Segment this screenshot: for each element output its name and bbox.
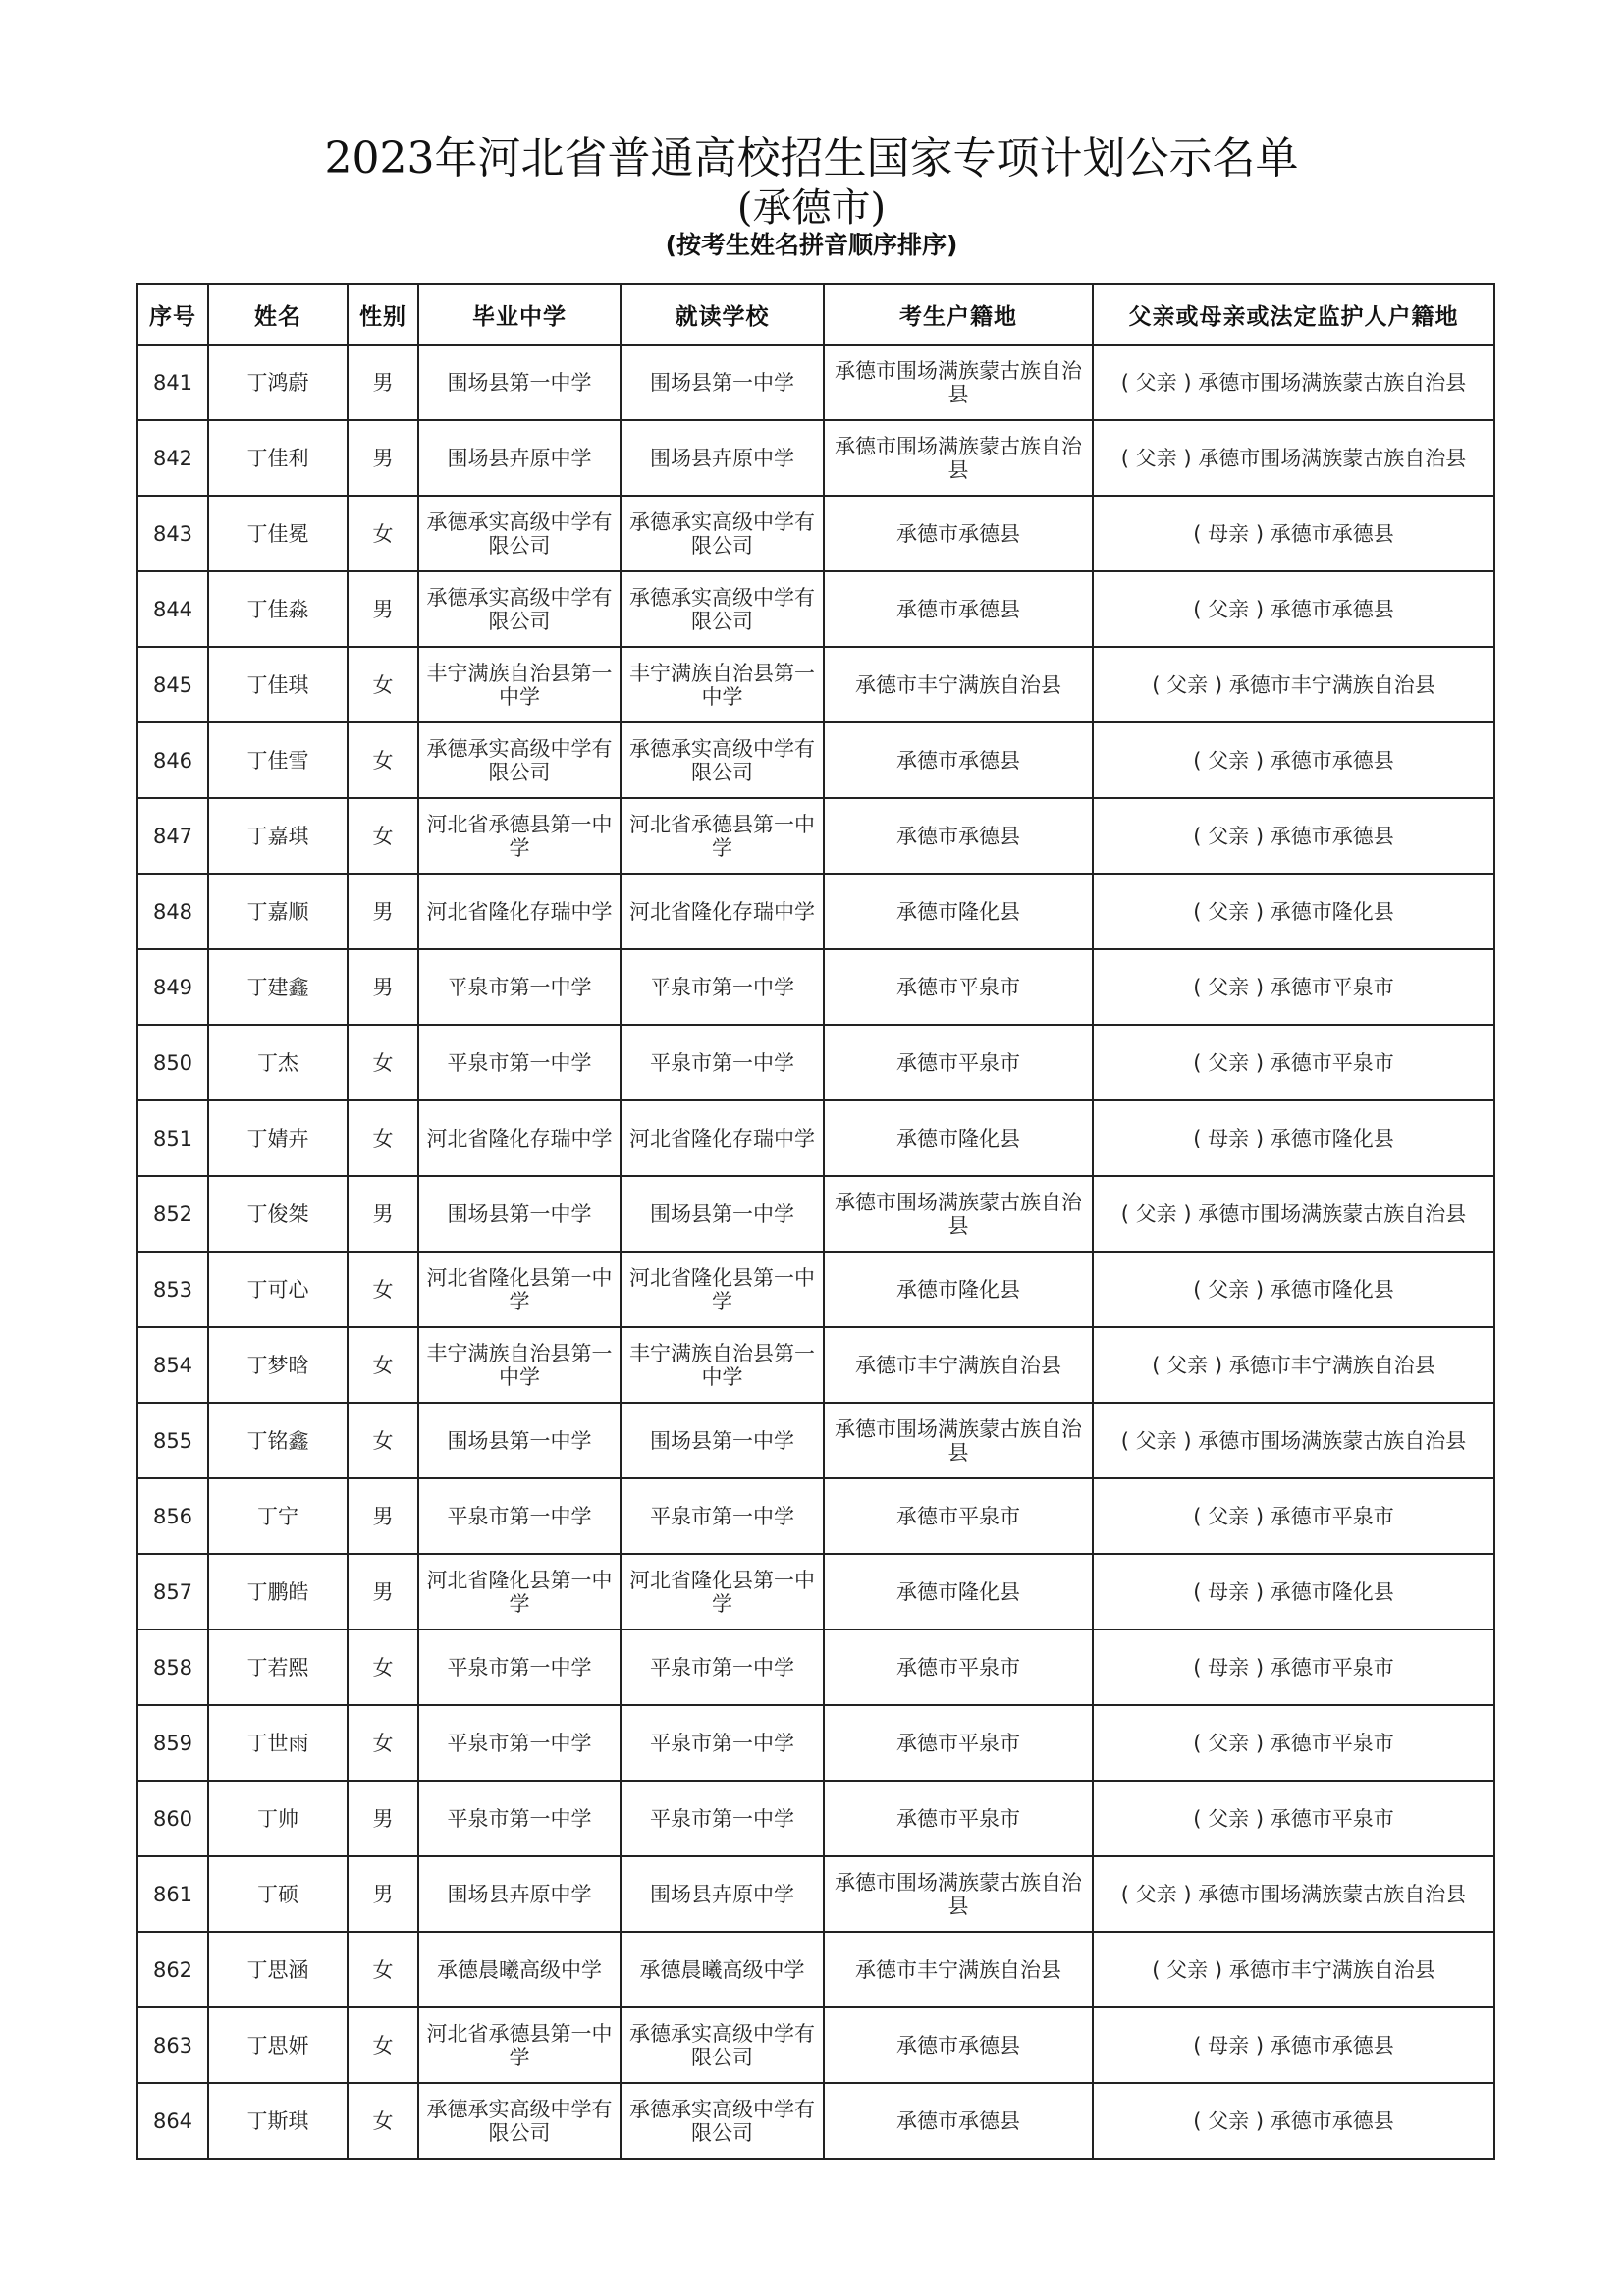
cell-current-school: 承德晨曦高级中学 [621,1932,824,2007]
guardian-hukou: 承德市平泉市 [1270,1504,1394,1528]
cell-gender: 女 [348,1100,418,1176]
table-row [137,1781,1494,1856]
guardian-relation: ( 父亲 ) [1193,975,1265,999]
table-row [137,1100,1494,1176]
cell-current-school: 河北省承德县第一中学 [621,798,824,874]
cell-current-school: 围场县第一中学 [621,345,824,420]
cell-name: 丁俊桀 [208,1176,348,1252]
guardian-hukou: 承德市平泉市 [1270,1806,1394,1831]
cell-gender: 男 [348,571,418,647]
column-header-name: 姓名 [208,284,348,345]
column-header-grad-school: 毕业中学 [418,284,621,345]
cell-hukou: 承德市丰宁满族自治县 [824,1932,1093,2007]
column-header-hukou: 考生户籍地 [824,284,1093,345]
guardian-hukou: 承德市丰宁满族自治县 [1228,672,1435,697]
table-row [137,1252,1494,1327]
cell-current-school: 承德承实高级中学有限公司 [621,571,824,647]
sort-note: (按考生姓名拼音顺序排序) [665,231,958,259]
cell-gender: 女 [348,1403,418,1478]
guardian-relation: ( 父亲 ) [1120,1882,1192,1906]
cell-grad-school: 河北省承德县第一中学 [418,2007,621,2083]
cell-guardian [1093,1252,1494,1327]
guardian-hukou: 承德市围场满族蒙古族自治县 [1198,370,1467,395]
cell-grad-school: 丰宁满族自治县第一中学 [418,1327,621,1403]
table-row [137,874,1494,949]
cell-guardian [1093,722,1494,798]
guardian-relation: ( 母亲 ) [1193,1579,1265,1604]
cell-grad-school: 承德承实高级中学有限公司 [418,2083,621,2159]
cell-current-school: 围场县卉原中学 [621,420,824,496]
guardian-hukou: 承德市承德县 [1270,748,1394,773]
cell-gender: 女 [348,2083,418,2159]
cell-name: 丁思涵 [208,1932,348,2007]
guardian-relation: ( 父亲 ) [1193,1277,1265,1302]
cell-gender: 女 [348,1252,418,1327]
guardian-relation: ( 父亲 ) [1193,899,1265,924]
cell-no: 861 [137,1856,208,1932]
cell-grad-school: 河北省承德县第一中学 [418,798,621,874]
cell-no: 858 [137,1629,208,1705]
cell-grad-school: 围场县卉原中学 [418,420,621,496]
cell-hukou: 承德市平泉市 [824,1629,1093,1705]
cell-current-school: 承德承实高级中学有限公司 [621,722,824,798]
table-row [137,2083,1494,2159]
guardian-relation: ( 父亲 ) [1193,748,1265,773]
guardian-relation: ( 父亲 ) [1193,597,1265,621]
table-row [137,1856,1494,1932]
cell-grad-school: 平泉市第一中学 [418,949,621,1025]
guardian-relation: ( 父亲 ) [1152,672,1223,697]
cell-grad-school: 承德承实高级中学有限公司 [418,496,621,571]
guardian-hukou: 承德市围场满族蒙古族自治县 [1198,1882,1467,1906]
cell-no: 846 [137,722,208,798]
cell-name: 丁若熙 [208,1629,348,1705]
cell-guardian [1093,798,1494,874]
cell-gender: 女 [348,647,418,722]
cell-current-school: 丰宁满族自治县第一中学 [621,1327,824,1403]
cell-name: 丁铭鑫 [208,1403,348,1478]
guardian-hukou: 承德市承德县 [1270,521,1394,546]
table-body [137,345,1494,2159]
table-row [137,1025,1494,1100]
cell-no: 864 [137,2083,208,2159]
cell-no: 856 [137,1478,208,1554]
cell-name: 丁嘉顺 [208,874,348,949]
guardian-hukou: 承德市隆化县 [1270,1126,1394,1150]
cell-current-school: 平泉市第一中学 [621,1705,824,1781]
guardian-hukou: 承德市承德县 [1270,597,1394,621]
cell-name: 丁宁 [208,1478,348,1554]
table-header-row [137,284,1494,345]
cell-hukou: 承德市丰宁满族自治县 [824,647,1093,722]
cell-hukou: 承德市平泉市 [824,949,1093,1025]
cell-gender: 男 [348,1176,418,1252]
cell-name: 丁佳琪 [208,647,348,722]
cell-gender: 男 [348,1554,418,1629]
guardian-hukou: 承德市围场满族蒙古族自治县 [1198,1201,1467,1226]
cell-name: 丁世雨 [208,1705,348,1781]
table-row [137,647,1494,722]
cell-current-school: 承德承实高级中学有限公司 [621,2083,824,2159]
cell-name: 丁梦晗 [208,1327,348,1403]
cell-current-school: 平泉市第一中学 [621,1025,824,1100]
cell-grad-school: 平泉市第一中学 [418,1629,621,1705]
cell-no: 850 [137,1025,208,1100]
cell-name: 丁硕 [208,1856,348,1932]
cell-hukou: 承德市平泉市 [824,1025,1093,1100]
cell-name: 丁佳淼 [208,571,348,647]
cell-no: 852 [137,1176,208,1252]
guardian-relation: ( 父亲 ) [1120,370,1192,395]
cell-gender: 男 [348,874,418,949]
guardian-hukou: 承德市承德县 [1270,2033,1394,2057]
cell-name: 丁佳雪 [208,722,348,798]
cell-name: 丁嘉琪 [208,798,348,874]
table-row [137,722,1494,798]
guardian-hukou: 承德市隆化县 [1270,1277,1394,1302]
cell-current-school: 河北省隆化存瑞中学 [621,1100,824,1176]
guardian-hukou: 承德市平泉市 [1270,1050,1394,1075]
cell-gender: 男 [348,420,418,496]
cell-grad-school: 平泉市第一中学 [418,1025,621,1100]
cell-hukou: 承德市围场满族蒙古族自治县 [824,345,1093,420]
cell-no: 853 [137,1252,208,1327]
cell-grad-school: 平泉市第一中学 [418,1705,621,1781]
cell-guardian [1093,1932,1494,2007]
guardian-hukou: 承德市隆化县 [1270,1579,1394,1604]
guardian-hukou: 承德市丰宁满族自治县 [1228,1353,1435,1377]
table-row [137,571,1494,647]
cell-grad-school: 围场县卉原中学 [418,1856,621,1932]
cell-no: 862 [137,1932,208,2007]
cell-current-school: 平泉市第一中学 [621,1478,824,1554]
cell-name: 丁佳冕 [208,496,348,571]
cell-current-school: 平泉市第一中学 [621,1629,824,1705]
cell-gender: 女 [348,1629,418,1705]
guardian-hukou: 承德市丰宁满族自治县 [1228,1957,1435,1982]
cell-gender: 女 [348,496,418,571]
page-subtitle: (承德市) [736,186,887,231]
cell-guardian [1093,1554,1494,1629]
cell-gender: 男 [348,1781,418,1856]
cell-name: 丁可心 [208,1252,348,1327]
table-row [137,1478,1494,1554]
guardian-relation: ( 父亲 ) [1193,1504,1265,1528]
guardian-relation: ( 母亲 ) [1193,1126,1265,1150]
guardian-hukou: 承德市围场满族蒙古族自治县 [1198,446,1467,470]
guardian-relation: ( 父亲 ) [1193,1806,1265,1831]
cell-hukou: 承德市围场满族蒙古族自治县 [824,1856,1093,1932]
cell-guardian [1093,345,1494,420]
cell-guardian [1093,1403,1494,1478]
table-row [137,345,1494,420]
table-row [137,1327,1494,1403]
cell-no: 851 [137,1100,208,1176]
cell-guardian [1093,1176,1494,1252]
cell-hukou: 承德市平泉市 [824,1478,1093,1554]
cell-gender: 男 [348,1856,418,1932]
cell-current-school: 平泉市第一中学 [621,949,824,1025]
cell-hukou: 承德市承德县 [824,571,1093,647]
cell-current-school: 河北省隆化县第一中学 [621,1554,824,1629]
cell-no: 859 [137,1705,208,1781]
guardian-relation: ( 母亲 ) [1193,1655,1265,1680]
cell-no: 848 [137,874,208,949]
cell-no: 855 [137,1403,208,1478]
guardian-hukou: 承德市承德县 [1270,2109,1394,2133]
cell-no: 849 [137,949,208,1025]
cell-guardian [1093,647,1494,722]
table-row [137,420,1494,496]
cell-gender: 女 [348,1327,418,1403]
cell-grad-school: 河北省隆化县第一中学 [418,1252,621,1327]
guardian-relation: ( 父亲 ) [1120,1428,1192,1453]
cell-guardian [1093,1478,1494,1554]
guardian-relation: ( 父亲 ) [1193,1731,1265,1755]
column-header-no: 序号 [137,284,208,345]
column-header-gender: 性别 [348,284,418,345]
cell-guardian [1093,420,1494,496]
guardian-hukou: 承德市平泉市 [1270,1655,1394,1680]
cell-current-school: 承德承实高级中学有限公司 [621,496,824,571]
cell-current-school: 丰宁满族自治县第一中学 [621,647,824,722]
cell-no: 843 [137,496,208,571]
cell-hukou: 承德市围场满族蒙古族自治县 [824,1176,1093,1252]
cell-guardian [1093,1629,1494,1705]
cell-current-school: 河北省隆化县第一中学 [621,1252,824,1327]
guardian-relation: ( 父亲 ) [1193,2109,1265,2133]
table-row [137,1705,1494,1781]
cell-no: 847 [137,798,208,874]
cell-grad-school: 围场县第一中学 [418,345,621,420]
guardian-relation: ( 父亲 ) [1120,446,1192,470]
cell-name: 丁杰 [208,1025,348,1100]
cell-hukou: 承德市承德县 [824,496,1093,571]
roster-table [136,283,1495,2160]
cell-grad-school: 承德晨曦高级中学 [418,1932,621,2007]
cell-current-school: 河北省隆化存瑞中学 [621,874,824,949]
guardian-relation: ( 父亲 ) [1120,1201,1192,1226]
page-title: 2023年河北省普通高校招生国家专项计划公示名单 [324,133,1299,184]
cell-current-school: 围场县第一中学 [621,1176,824,1252]
cell-guardian [1093,2083,1494,2159]
guardian-hukou: 承德市围场满族蒙古族自治县 [1198,1428,1467,1453]
cell-no: 845 [137,647,208,722]
column-header-guardian-hukou: 父亲或母亲或法定监护人户籍地 [1093,284,1494,345]
cell-grad-school: 河北省隆化县第一中学 [418,1554,621,1629]
cell-hukou: 承德市隆化县 [824,874,1093,949]
cell-no: 841 [137,345,208,420]
cell-hukou: 承德市承德县 [824,722,1093,798]
guardian-relation: ( 父亲 ) [1193,824,1265,848]
table-row [137,1176,1494,1252]
cell-hukou: 承德市承德县 [824,2083,1093,2159]
cell-hukou: 承德市围场满族蒙古族自治县 [824,1403,1093,1478]
cell-guardian [1093,1100,1494,1176]
cell-guardian [1093,1327,1494,1403]
guardian-relation: ( 父亲 ) [1193,1050,1265,1075]
cell-current-school: 承德承实高级中学有限公司 [621,2007,824,2083]
cell-name: 丁帅 [208,1781,348,1856]
cell-name: 丁佳利 [208,420,348,496]
table-row [137,949,1494,1025]
cell-no: 842 [137,420,208,496]
cell-name: 丁思妍 [208,2007,348,2083]
cell-grad-school: 平泉市第一中学 [418,1781,621,1856]
cell-guardian [1093,571,1494,647]
cell-hukou: 承德市平泉市 [824,1781,1093,1856]
cell-no: 860 [137,1781,208,1856]
cell-guardian [1093,496,1494,571]
table-row [137,1932,1494,2007]
cell-grad-school: 河北省隆化存瑞中学 [418,874,621,949]
cell-name: 丁鹏皓 [208,1554,348,1629]
cell-grad-school: 围场县第一中学 [418,1403,621,1478]
cell-gender: 男 [348,949,418,1025]
cell-grad-school: 承德承实高级中学有限公司 [418,722,621,798]
cell-grad-school: 承德承实高级中学有限公司 [418,571,621,647]
cell-gender: 男 [348,345,418,420]
cell-guardian [1093,949,1494,1025]
cell-guardian [1093,1856,1494,1932]
cell-hukou: 承德市隆化县 [824,1554,1093,1629]
cell-guardian [1093,2007,1494,2083]
cell-current-school: 围场县第一中学 [621,1403,824,1478]
cell-current-school: 平泉市第一中学 [621,1781,824,1856]
cell-guardian [1093,1025,1494,1100]
table-row [137,496,1494,571]
cell-grad-school: 平泉市第一中学 [418,1478,621,1554]
cell-no: 844 [137,571,208,647]
cell-grad-school: 河北省隆化存瑞中学 [418,1100,621,1176]
table-row [137,1629,1494,1705]
guardian-hukou: 承德市平泉市 [1270,975,1394,999]
cell-name: 丁建鑫 [208,949,348,1025]
guardian-hukou: 承德市承德县 [1270,824,1394,848]
cell-hukou: 承德市丰宁满族自治县 [824,1327,1093,1403]
cell-no: 863 [137,2007,208,2083]
table-row [137,1554,1494,1629]
cell-grad-school: 围场县第一中学 [418,1176,621,1252]
cell-gender: 男 [348,1478,418,1554]
guardian-hukou: 承德市平泉市 [1270,1731,1394,1755]
cell-name: 丁斯琪 [208,2083,348,2159]
cell-name: 丁鸿蔚 [208,345,348,420]
guardian-relation: ( 母亲 ) [1193,2033,1265,2057]
cell-guardian [1093,874,1494,949]
cell-current-school: 围场县卉原中学 [621,1856,824,1932]
column-header-current-school: 就读学校 [621,284,824,345]
guardian-relation: ( 父亲 ) [1152,1353,1223,1377]
cell-no: 854 [137,1327,208,1403]
cell-gender: 女 [348,1932,418,2007]
guardian-hukou: 承德市隆化县 [1270,899,1394,924]
cell-gender: 女 [348,798,418,874]
cell-grad-school: 丰宁满族自治县第一中学 [418,647,621,722]
table-row [137,1403,1494,1478]
cell-gender: 女 [348,2007,418,2083]
cell-guardian [1093,1781,1494,1856]
cell-name: 丁婧卉 [208,1100,348,1176]
cell-hukou: 承德市承德县 [824,798,1093,874]
guardian-relation: ( 父亲 ) [1152,1957,1223,1982]
cell-hukou: 承德市承德县 [824,2007,1093,2083]
cell-gender: 女 [348,1025,418,1100]
cell-hukou: 承德市隆化县 [824,1100,1093,1176]
cell-gender: 女 [348,1705,418,1781]
cell-hukou: 承德市隆化县 [824,1252,1093,1327]
cell-hukou: 承德市围场满族蒙古族自治县 [824,420,1093,496]
cell-gender: 女 [348,722,418,798]
guardian-relation: ( 母亲 ) [1193,521,1265,546]
cell-hukou: 承德市平泉市 [824,1705,1093,1781]
table-row [137,798,1494,874]
table-row [137,2007,1494,2083]
cell-no: 857 [137,1554,208,1629]
cell-guardian [1093,1705,1494,1781]
